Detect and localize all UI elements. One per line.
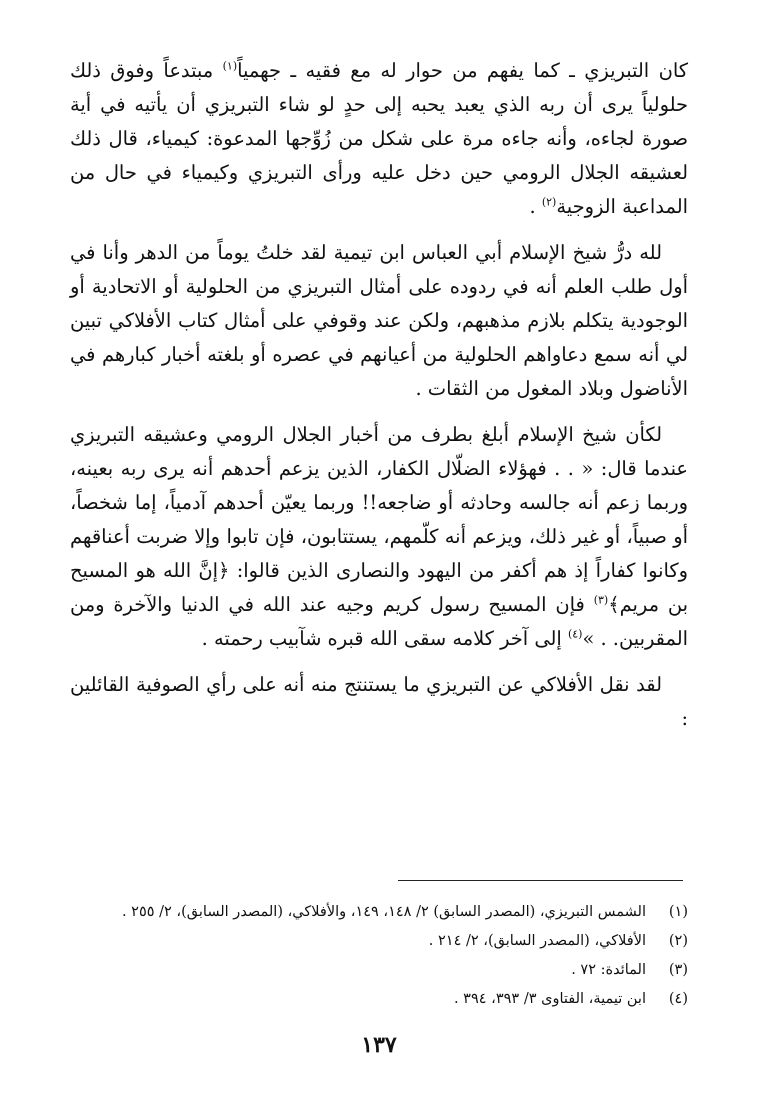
footnote-text: ابن تيمية، الفتاوى ٣/ ٣٩٣، ٣٩٤ .	[453, 991, 646, 1007]
main-text	[70, 54, 688, 748]
page-number: ١٣٧	[361, 1032, 397, 1058]
footnote-divider	[398, 880, 683, 881]
paragraph-1-text-a: كان التبريزي ـ كما يفهم من حوار له مع فقيه ـ جهمياً	[237, 59, 688, 82]
paragraph-3-text-a: لكأن شيخ الإسلام أبلغ بطرف من أخبار الجلال الرومي وعشيقه التبريزي عندما قال: « . . فهؤلاء الضلّال الكفار، الذين يزعم أحدهم أنه يرى ربه بعينه، وربما زعم أنه جالسه وحادثه أو ضاجعه!! وربما يعيّن أحدهم آدمياً، إما شخصاً، أو صبياً، أو غير ذلك، ويزعم أنه كلّمهم، يستتابون، فإن تابوا وإلا ضربت أعناقهم وكانوا كفاراً إذ هم أكفر من اليهود والنصارى الذين قالوا: ﴿إنَّ الله هو المسيح بن مريم﴾	[70, 423, 688, 616]
footnote-ref-2: (٢)	[541, 195, 557, 209]
paragraph-3-text-c: إلى آخر كلامه سقى الله قبره شآبيب رحمته .	[201, 627, 568, 650]
footnote-ref-1: (١)	[222, 59, 238, 73]
footnote-number: (٣)	[668, 962, 688, 978]
footnote-1	[70, 898, 688, 927]
paragraph-3-text-b: فإن المسيح رسول كريم وجيه عند الله في الدنيا والآخرة ومن المقربين. . »	[70, 593, 688, 650]
footnote-number: (٢)	[668, 933, 688, 949]
footnote-2	[70, 927, 688, 956]
paragraph-1-text-c: .	[529, 195, 542, 218]
footnote-number: (٤)	[668, 991, 688, 1007]
paragraph-4: لقد نقل الأفلاكي عن التبريزي ما يستنتج منه أنه على رأي الصوفية القائلين :	[70, 673, 688, 730]
paragraph-2: لله درُّ شيخ الإسلام أبي العباس ابن تيمية لقد خلتُ يوماً من الدهر وأنا في أول طلب العلم أنه في ردوده على أمثال التبريزي من الحلولية أو الاتحادية أو الوجودية يتكلم بلازم مذهبهم، ولكن عند وقوفي على أمثال كتاب الأفلاكي تبين لي أنه سمع دعاواهم الحلولية من أعيانهم في عصره أو بلغته أخبار كبارهم في الأناضول وبلاد المغول من الثقات .	[70, 241, 688, 400]
footnote-number: (١)	[668, 904, 688, 920]
footnote-4	[70, 985, 688, 1014]
footnote-text: المائدة: ٧٢ .	[571, 962, 646, 978]
paragraph-1-text-b: مبتدعاً وفوق ذلك حلولياً يرى أن ربه الذي يعبد يحبه إلى حدٍ لو شاء التبريزي أن يأتيه في أية صورة لجاءه، وأنه جاءه مرة على شكل من زُوِّجها المدعوة: كيمياء، قال ذلك لعشيقه الجلال الرومي حين دخل عليه ورأى التبريزي وكيمياء في حال من المداعبة الزوجية	[70, 59, 688, 218]
footnote-text: الأفلاكي، (المصدر السابق)، ٢/ ٢١٤ .	[428, 933, 646, 949]
paragraph-3	[70, 418, 688, 656]
footnote-3	[70, 956, 688, 985]
paragraph-1	[70, 54, 688, 224]
footnotes	[70, 898, 688, 1014]
footnote-ref-4: (٤)	[567, 627, 583, 641]
footnote-text: الشمس التبريزي، (المصدر السابق) ٢/ ١٤٨، ١٤٩، والأفلاكي، (المصدر السابق)، ٢/ ٢٥٥ .	[121, 904, 646, 920]
footnote-ref-3: (٣)	[593, 593, 609, 607]
